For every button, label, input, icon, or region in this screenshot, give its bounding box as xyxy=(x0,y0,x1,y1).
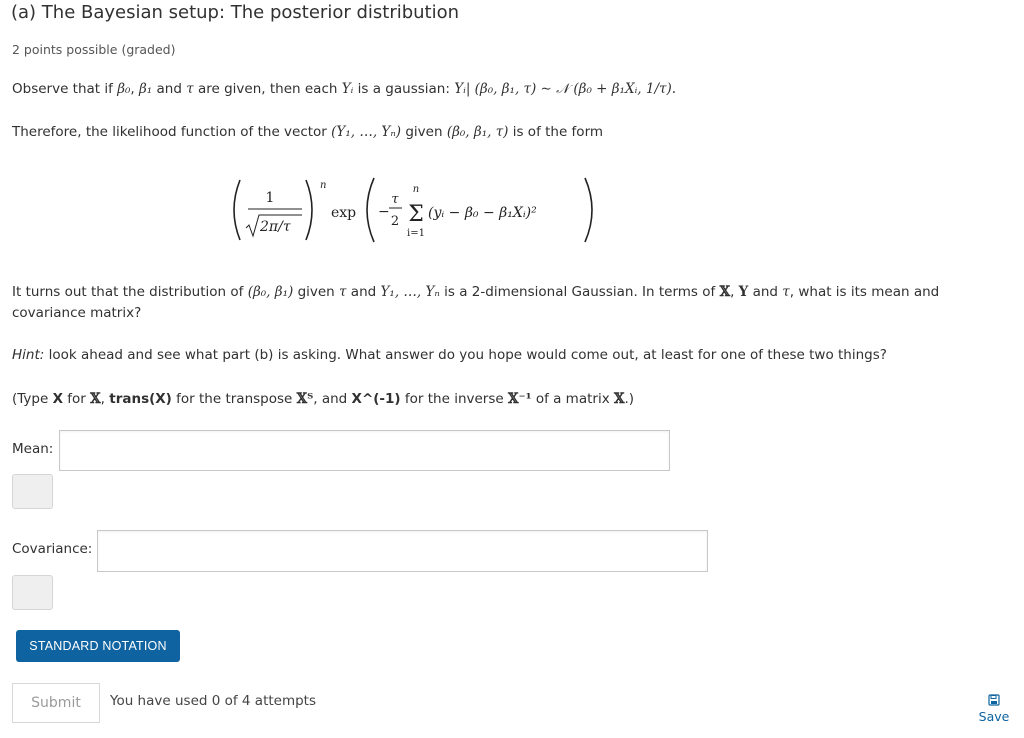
likelihood-formula xyxy=(228,172,608,248)
formula-exp: exp xyxy=(331,205,357,221)
mean-preview-button[interactable] xyxy=(12,474,53,509)
mean-label: Mean: xyxy=(12,441,54,457)
formula-one: 1 xyxy=(265,190,275,206)
formula-power-n: n xyxy=(320,180,327,191)
formula-sigma: Σ xyxy=(408,202,424,227)
formula-minus: − xyxy=(378,204,390,220)
formula-left-paren xyxy=(234,180,240,240)
posterior-paragraph-line2: covariance matrix? xyxy=(12,305,142,321)
standard-notation-button[interactable]: STANDARD NOTATION xyxy=(16,630,180,662)
formula-sum-bottom: i=1 xyxy=(407,228,425,239)
posterior-paragraph: It turns out that the distribution of (β₀, β₁) given τ and Y₁, …, Yₙ is a 2-dimensional Gaussian. In terms of 𝕏, Y and τ, what is its mean and xyxy=(12,284,940,300)
formula-tau: τ xyxy=(391,192,399,207)
formula-summand: (yᵢ − β₀ − β₁Xᵢ)² xyxy=(428,205,537,221)
save-icon xyxy=(988,694,1000,706)
covariance-input[interactable] xyxy=(97,530,708,572)
problem-title: (a) The Bayesian setup: The posterior distribution xyxy=(11,2,460,23)
formula-sqrt-arg: 2π/τ xyxy=(260,219,291,235)
hint-paragraph: Hint: look ahead and see what part (b) is asking. What answer do you hope would come out, at least for one of these two things? xyxy=(12,347,887,363)
covariance-label: Covariance: xyxy=(12,541,93,557)
formula-two: 2 xyxy=(390,214,400,229)
observe-paragraph: Observe that if β₀, β₁ and τ are given, then each Yᵢ is a gaussian: Yᵢ| (β₀, β₁, τ) ∼ 𝒩 (β₀ + β₁Xᵢ, 1/τ). xyxy=(12,81,677,97)
formula-exp-left-paren xyxy=(367,178,374,242)
gaussian-equation: Yᵢ| (β₀, β₁, τ) ∼ 𝒩 (β₀ + β₁Xᵢ, 1/τ). xyxy=(454,81,677,97)
formula-exp-right-paren xyxy=(585,178,592,242)
notation-instructions: (Type X for 𝕏, trans(X) for the transpose 𝕏ᵀ, and X^(-1) for the inverse 𝕏⁻¹ of a matrix 𝕏.) xyxy=(12,391,635,407)
attempts-status: You have used 0 of 4 attempts xyxy=(110,693,317,709)
therefore-paragraph: Therefore, the likelihood function of the vector (Y₁, …, Yₙ) given (β₀, β₁, τ) is of the form xyxy=(12,124,604,140)
save-label: Save xyxy=(978,709,1010,724)
hint-label: Hint: xyxy=(12,347,45,363)
points-possible: 2 points possible (graded) xyxy=(12,42,176,57)
mean-input[interactable] xyxy=(59,430,670,471)
covariance-preview-button[interactable] xyxy=(12,575,53,610)
save-button[interactable] xyxy=(978,694,1010,724)
submit-button[interactable]: Submit xyxy=(12,683,100,723)
formula-sum-top: n xyxy=(412,184,420,195)
formula-right-paren xyxy=(306,180,312,240)
